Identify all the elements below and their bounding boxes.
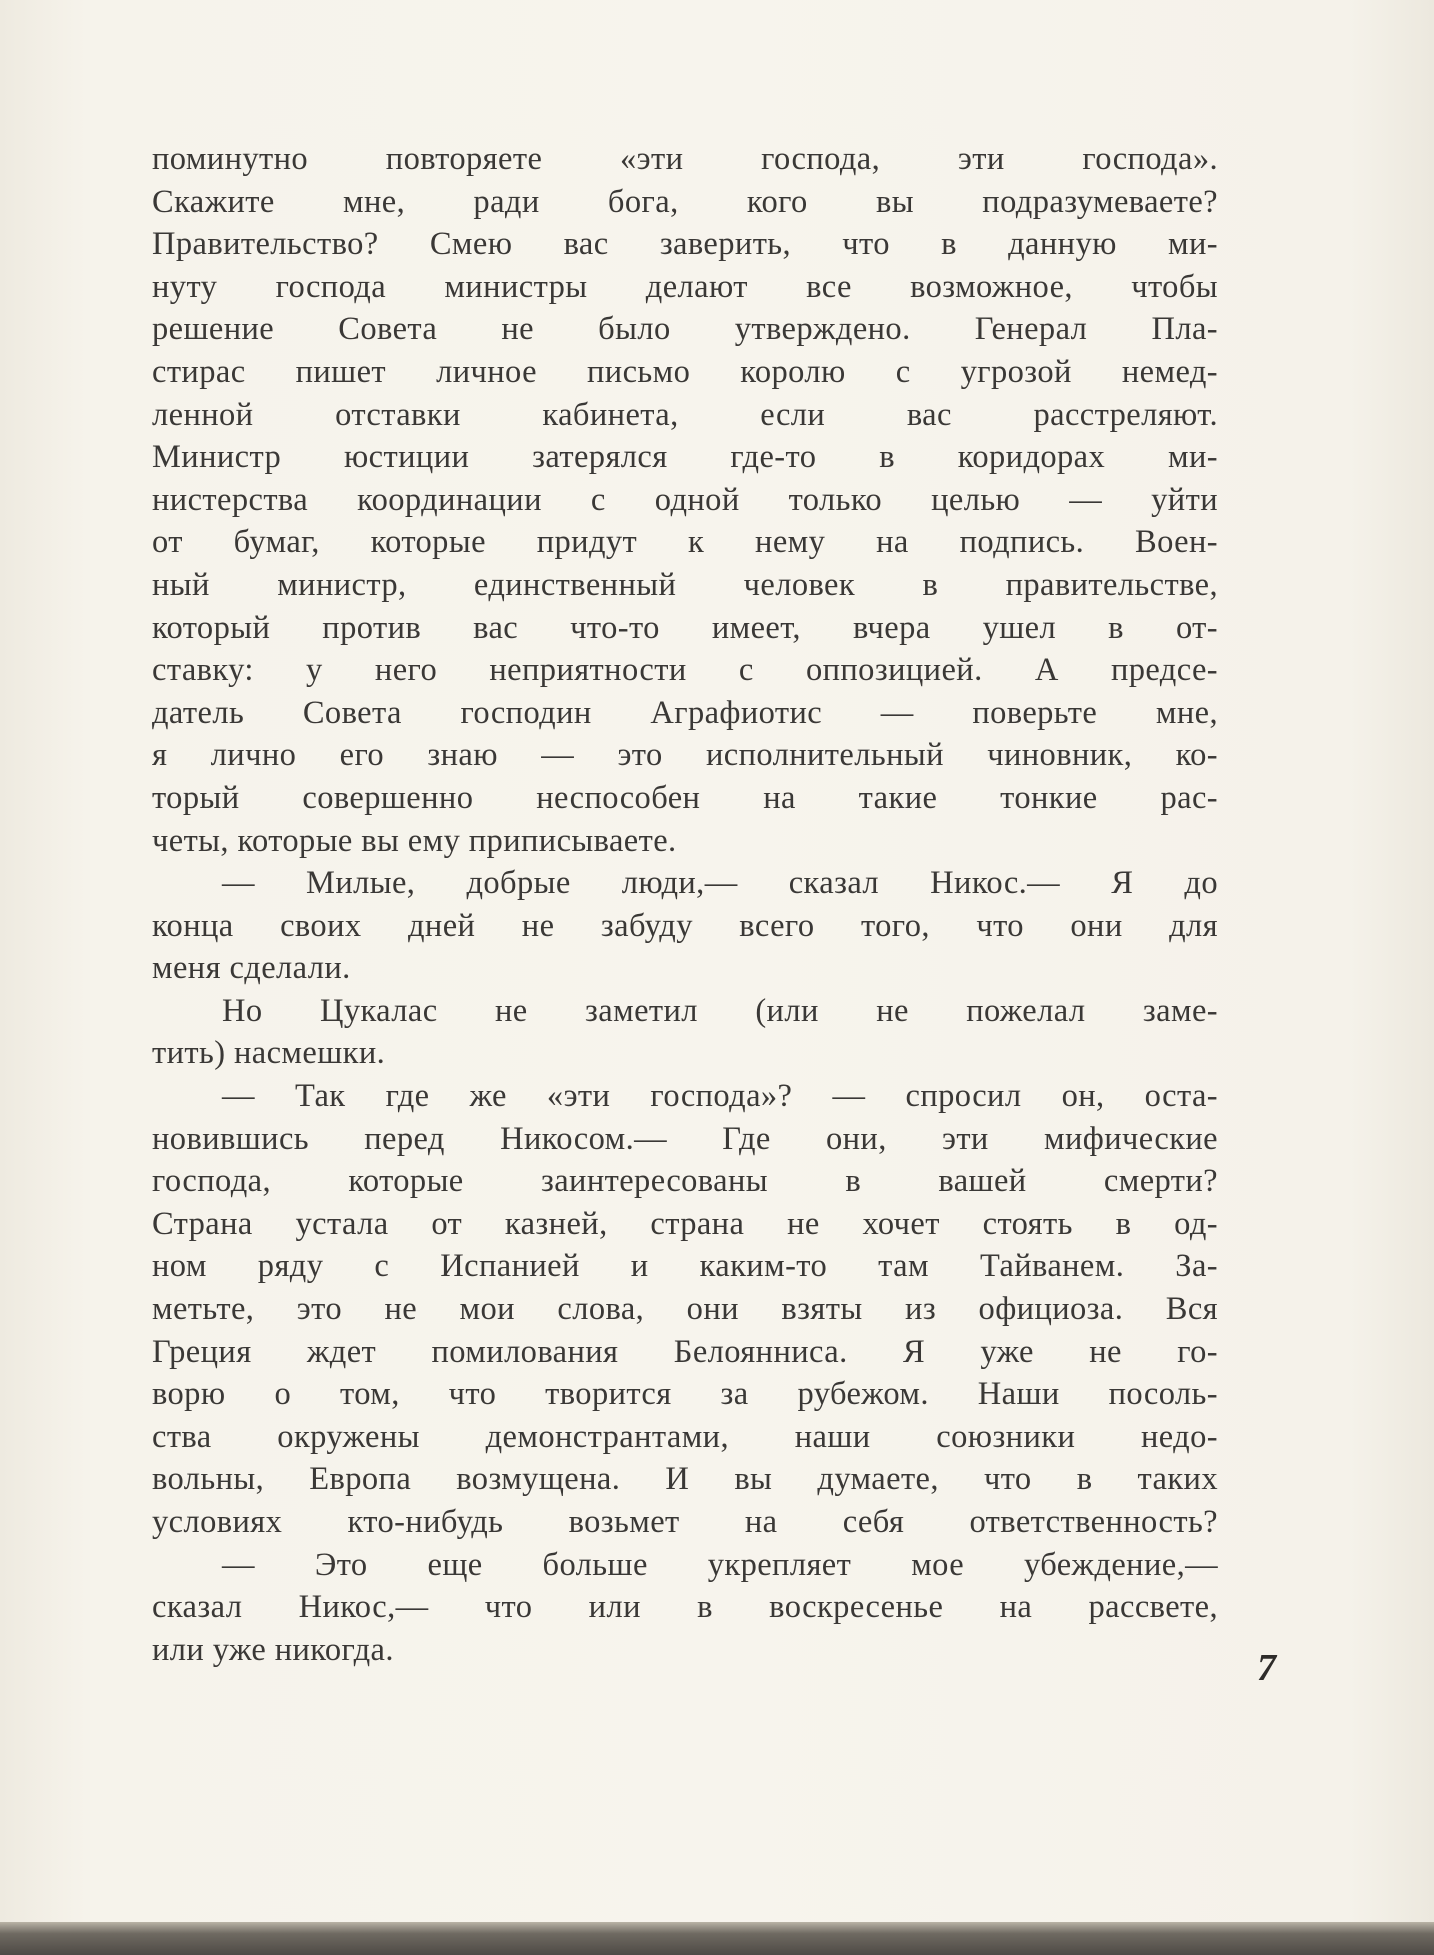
text-line: меня сделали. [152,950,351,987]
text-line: нуту господа министры делают все возможное, чтобы [152,268,1218,305]
text-line: или уже никогда. [152,1631,394,1668]
text-line: ном ряду с Испанией и каким-то там Тайванем. За- [152,1248,1218,1285]
text-line: господа, которые заинтересованы в вашей смерти? [152,1163,1218,1200]
text-line: условиях кто-нибудь возьмет на себя ответственность? [152,1504,1218,1540]
text-line: ный министр, единственный человек в правительстве, [152,566,1218,603]
text-line: Но Цукалас не заметил (или не пожелал заме- [222,992,1218,1029]
text-line: вольны, Европа возмущена. И вы думаете, что в таких [152,1461,1218,1498]
text-line: торый совершенно неспособен на такие тонкие рас- [152,779,1218,816]
text-line: Скажите мне, ради бога, кого вы подразумеваете? [152,183,1218,220]
text-line: я лично его знаю — это исполнительный чиновник, ко- [152,737,1218,774]
text-line: поминутно повторяете «эти господа, эти господа». [152,141,1218,177]
text-line: ворю о том, что творится за рубежом. Наши посоль- [152,1376,1218,1413]
text-line: — Это еще больше укрепляет мое убеждение,— [222,1546,1218,1583]
text-line: тить) насмешки. [152,1035,386,1072]
text-line: Греция ждет помилования Белоянниса. Я уже не го- [152,1333,1218,1370]
text-line: — Милые, добрые люди,— сказал Никос.— Я до [222,865,1218,902]
text-line: конца своих дней не забуду всего того, что они для [152,907,1218,944]
text-line: решение Совета не было утверждено. Генерал Пла- [152,311,1218,348]
scan-edge-shadow [0,1922,1434,1955]
text-line: — Так где же «эти господа»? — спросил он, оста- [222,1078,1218,1115]
text-line: Правительство? Смею вас заверить, что в данную ми- [152,226,1218,263]
page-text [152,138,1218,1671]
text-line: от бумаг, которые придут к нему на подпись. Воен- [152,524,1218,561]
text-line: четы, которые вы ему приписываете. [152,822,677,859]
text-line: Страна устала от казней, страна не хочет стоять в од- [152,1205,1218,1242]
text-line: сказал Никос,— что или в воскресенье на рассвете, [152,1589,1218,1626]
text-line: нистерства координации с одной только целью — уйти [152,481,1218,518]
text-line: датель Совета господин Аграфиотис — поверьте мне, [152,694,1218,731]
text-line: метьте, это не мои слова, они взяты из официоза. Вся [152,1291,1218,1328]
text-line: стирас пишет личное письмо королю с угрозой немед- [152,353,1218,390]
text-line: новившись перед Никосом.— Где они, эти мифические [152,1120,1218,1157]
text-line: Министр юстиции затерялся где-то в коридорах ми- [152,439,1218,476]
text-line: ставку: у него неприятности с оппозицией. А предсе- [152,652,1218,689]
text-line: который против вас что-то имеет, вчера ушел в от- [152,609,1218,646]
text-line: ленной отставки кабинета, если вас расстреляют. [152,396,1218,433]
page-number: 7 [1257,1647,1276,1689]
text-line: ства окружены демонстрантами, наши союзники недо- [152,1418,1218,1455]
